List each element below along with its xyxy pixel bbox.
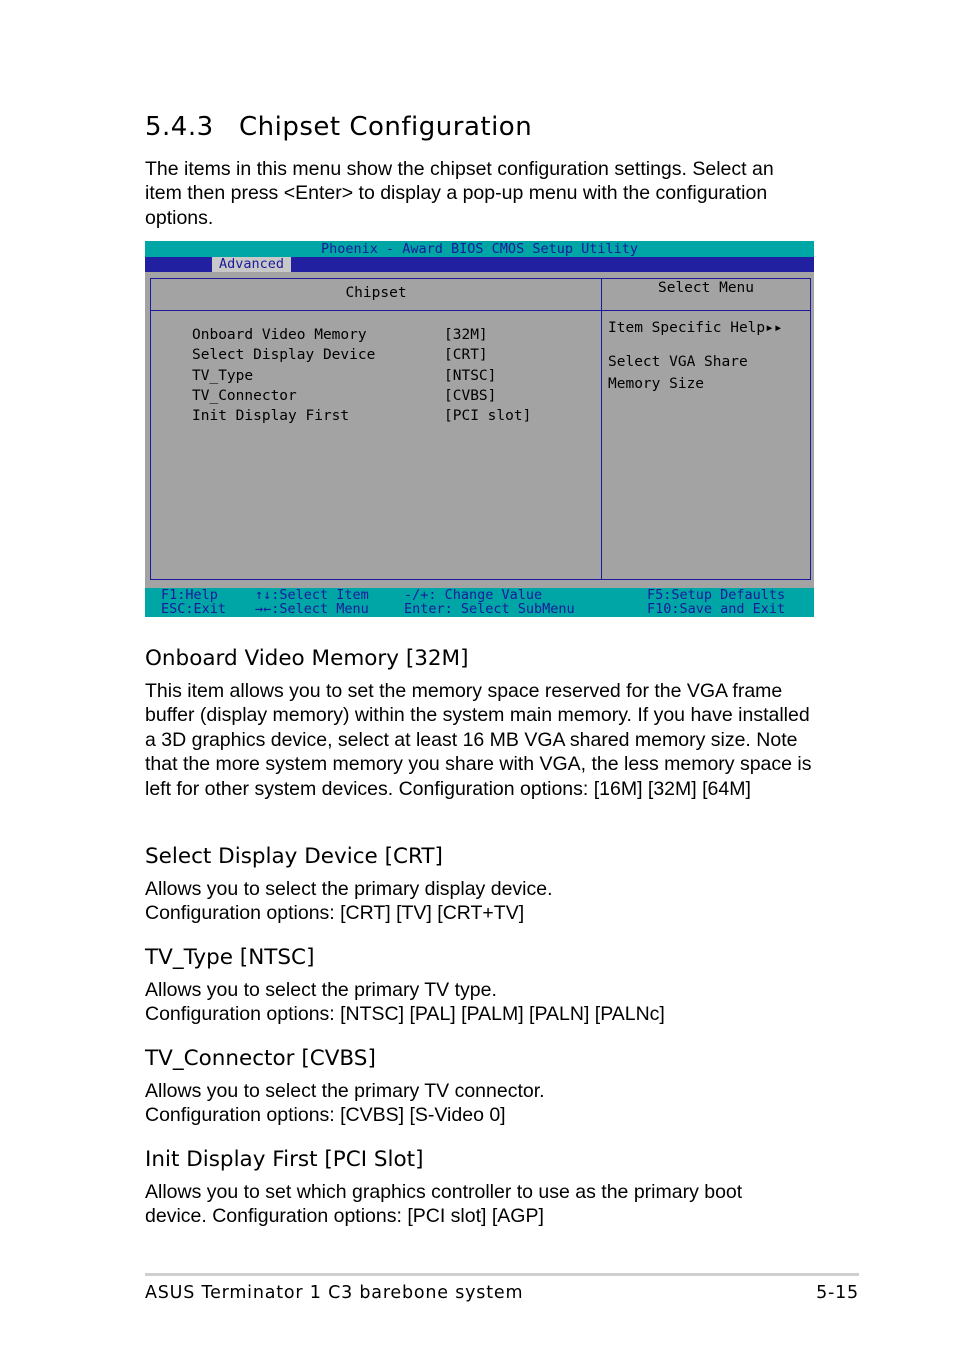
- tab-advanced[interactable]: Advanced: [212, 257, 291, 272]
- bios-item-value: [NTSC]: [444, 367, 497, 384]
- option-heading-onboard-video-memory: Onboard Video Memory [32M]: [145, 646, 469, 671]
- bios-key-legend: [145, 588, 814, 617]
- footer-rule: [145, 1273, 859, 1276]
- key-select-item: ↑↓:Select Item: [255, 587, 369, 603]
- key-esc-exit: ESC:Exit: [161, 601, 227, 617]
- option-heading-init-display-first: Init Display First [PCI Slot]: [145, 1147, 424, 1172]
- bios-item-label: TV_Connector: [192, 387, 297, 404]
- bios-help-panel-title: Select Menu: [602, 279, 810, 311]
- option-heading-tv-type: TV_Type [NTSC]: [145, 945, 315, 970]
- bios-item-onboard-video-memory[interactable]: [192, 327, 572, 347]
- bios-panel-title: Chipset: [151, 279, 601, 311]
- option-body-tv-connector: [145, 1079, 815, 1128]
- bios-item-value: [PCI slot]: [444, 408, 532, 425]
- bios-help-text: [608, 317, 804, 395]
- option-body-select-display-device: [145, 877, 815, 926]
- option-body-line: Configuration options: [NTSC] [PAL] [PALM] [PALN] [PALNc]: [145, 1003, 665, 1026]
- bios-item-init-display-first[interactable]: [192, 408, 572, 428]
- bios-item-label: Init Display First: [192, 408, 350, 425]
- footer-product-name: ASUS Terminator 1 C3 barebone system: [145, 1283, 524, 1303]
- bios-item-label: Select Display Device: [192, 347, 376, 364]
- option-body-line: Configuration options: [CVBS] [S-Video 0]: [145, 1104, 506, 1127]
- help-line: Memory Size: [608, 376, 705, 392]
- bios-item-value: [32M]: [444, 327, 488, 343]
- bios-item-list: [192, 327, 572, 428]
- help-line: Select VGA Share: [608, 354, 748, 370]
- section-title: [145, 112, 532, 142]
- option-body-line: Configuration options: [CRT] [TV] [CRT+TV]: [145, 902, 525, 925]
- option-body-tv-type: [145, 978, 815, 1027]
- footer-page-number: 5-15: [816, 1283, 859, 1303]
- bios-screenshot: [145, 241, 814, 617]
- bios-item-value: [CVBS]: [444, 387, 497, 404]
- section-title-text: Chipset Configuration: [239, 112, 533, 142]
- section-number: 5.4.3: [145, 112, 214, 142]
- option-body-line: Allows you to select the primary TV connector.: [145, 1080, 545, 1102]
- bios-settings-panel: [150, 278, 602, 580]
- key-select-submenu: Enter: Select SubMenu: [404, 601, 575, 617]
- bios-item-tv-type[interactable]: [192, 368, 572, 388]
- option-body-line: Allows you to select the primary TV type.: [145, 979, 497, 1001]
- option-body-line: Allows you to select the primary display device.: [145, 878, 553, 900]
- key-change-value: -/+: Change Value: [404, 587, 543, 603]
- option-body-init-display-first: Allows you to set which graphics controller to use as the primary boot device. Configuration options: [PCI slot] [AGP]: [145, 1181, 743, 1228]
- bios-help-panel: [601, 278, 811, 580]
- key-f1-help: F1:Help: [161, 587, 218, 603]
- intro-paragraph: The items in this menu show the chipset configuration settings. Select an item then press <Enter> to display a pop-up menu with the configuration options.: [145, 158, 774, 229]
- bios-menu-bar: [145, 257, 814, 272]
- key-select-menu: →←:Select Menu: [255, 601, 369, 617]
- bios-item-value: [CRT]: [444, 347, 488, 364]
- bios-item-label: TV_Type: [192, 367, 254, 384]
- option-body-onboard-video-memory: This item allows you to set the memory space reserved for the VGA frame buffer (display memory) within the system main memory. If you have installed a 3D graphics device, select at least 16 MB VGA shared memory size. Note that the more system memory you share with VGA, the less memory space is left for other system devices. Configuration options: [16M] [32M] [64M]: [145, 680, 812, 800]
- bios-item-label: Onboard Video Memory: [192, 327, 367, 343]
- bios-title-bar: Phoenix - Award BIOS CMOS Setup Utility: [145, 241, 814, 257]
- key-f10-save-exit: F10:Save and Exit: [647, 601, 786, 617]
- bios-item-select-display-device[interactable]: [192, 347, 572, 367]
- option-heading-select-display-device: Select Display Device [CRT]: [145, 844, 443, 869]
- option-heading-tv-connector: TV_Connector [CVBS]: [145, 1046, 376, 1071]
- help-heading: Item Specific Help▸▸: [608, 320, 783, 336]
- key-f5-defaults: F5:Setup Defaults: [647, 587, 786, 603]
- bios-item-tv-connector[interactable]: [192, 388, 572, 408]
